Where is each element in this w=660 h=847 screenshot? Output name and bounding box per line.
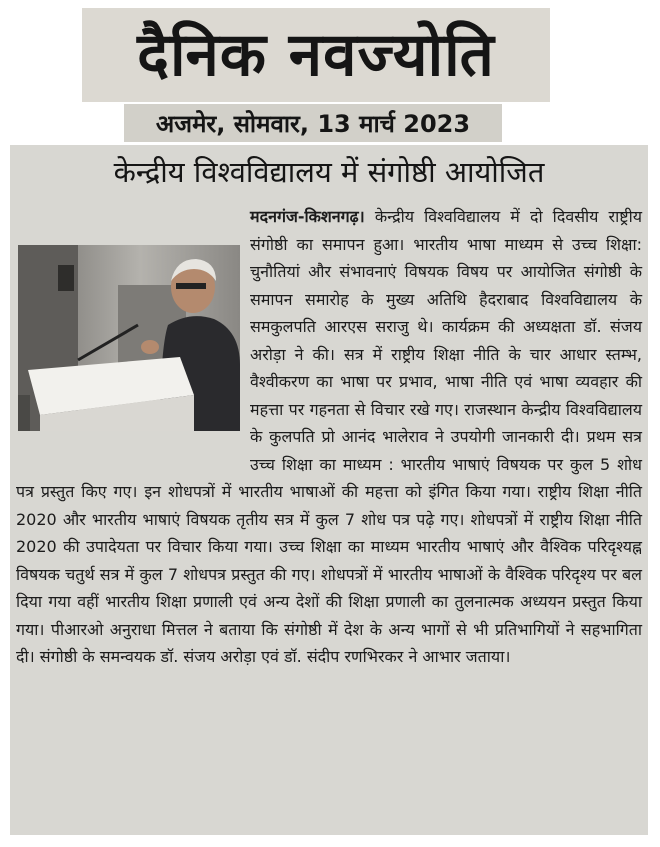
article-clipping <box>10 145 648 835</box>
newspaper-name: दैनिक नवज्योति <box>137 20 495 90</box>
newspaper-masthead <box>82 8 550 102</box>
article-body-text: केन्द्रीय विश्वविद्यालय में दो दिवसीय राष्ट्रीय संगोष्ठी का समापन हुआ। भारतीय भाषा माध्यम से उच्च शिक्षा: चुनौतियां और संभावनाएं विषयक विषय पर आयोजित संगोष्ठी के समापन समारोह के मुख्य अतिथि हैदराबाद विश्वविद्यालय के समकुलपति आरएस सराजु थे। कार्यक्रम की अध्यक्षता डॉ. संजय अरोड़ा ने की। सत्र में राष्ट्रीय शिक्षा नीति के चार आधार स्तम्भ, वैश्वीकरण का भाषा पर प्रभाव, भाषा नीति एवं भाषा व्यवहार की महत्ता पर गहनता से विचार रखे गए। राजस्थान केन्द्रीय विश्वविद्यालय के कुलपति प्रो आनंद भालेराव ने उपयोगी जानकारी दी। प्रथम सत्र उच्च शिक्षा का माध्यम : भारतीय भाषाएं विषयक पर कुल 5 शोध पत्र प्रस्तुत किए गए। इन शोधपत्रों में भारतीय भाषाओं की महत्ता को इंगित किया गया। राष्ट्रीय शिक्षा नीति 2020 और भारतीय भाषाएं विषयक तृतीय सत्र में कुल 7 शोध पत्र पढ़े गए। शोधपत्रों में राष्ट्रीय शिक्षा नीति 2020 की उपादेयता पर विचार किया गया। उच्च शिक्षा का माध्यम भारतीय भाषाएं और वैश्विक परिदृश्यह्न विषयक चतुर्थ सत्र में कुल 7 शोधपत्र प्रस्तुत की गए। शोधपत्रों में भारतीय भाषाओं के वैश्विक परिदृश्य पर बल दिया गया वहीं भारतीय शिक्षा प्रणाली एवं अन्य देशों की शिक्षा प्रणाली का तुलनात्मक अध्ययन प्रस्तुत किया गया। पीआरओ अनुराधा मित्तल ने बताया कि संगोष्ठी में देश के अन्य भागों से भी प्रतिभागियों ने सहभागिता दी। संगोष्ठी के समन्वयक डॉ. संजय अरोड़ा एवं डॉ. संदीप रणभिरकर ने आभार जताया। <box>16 207 642 666</box>
article-body <box>16 203 642 671</box>
dateline-text: अजमेर, सोमवार, 13 मार्च 2023 <box>155 109 471 138</box>
photo-spacer <box>16 239 246 465</box>
article-byline: मदनगंज-किशनगढ़। <box>250 207 365 226</box>
dateline <box>124 104 502 142</box>
article-headline: केन्द्रीय विश्वविद्यालय में संगोष्ठी आयोजित <box>113 155 545 189</box>
